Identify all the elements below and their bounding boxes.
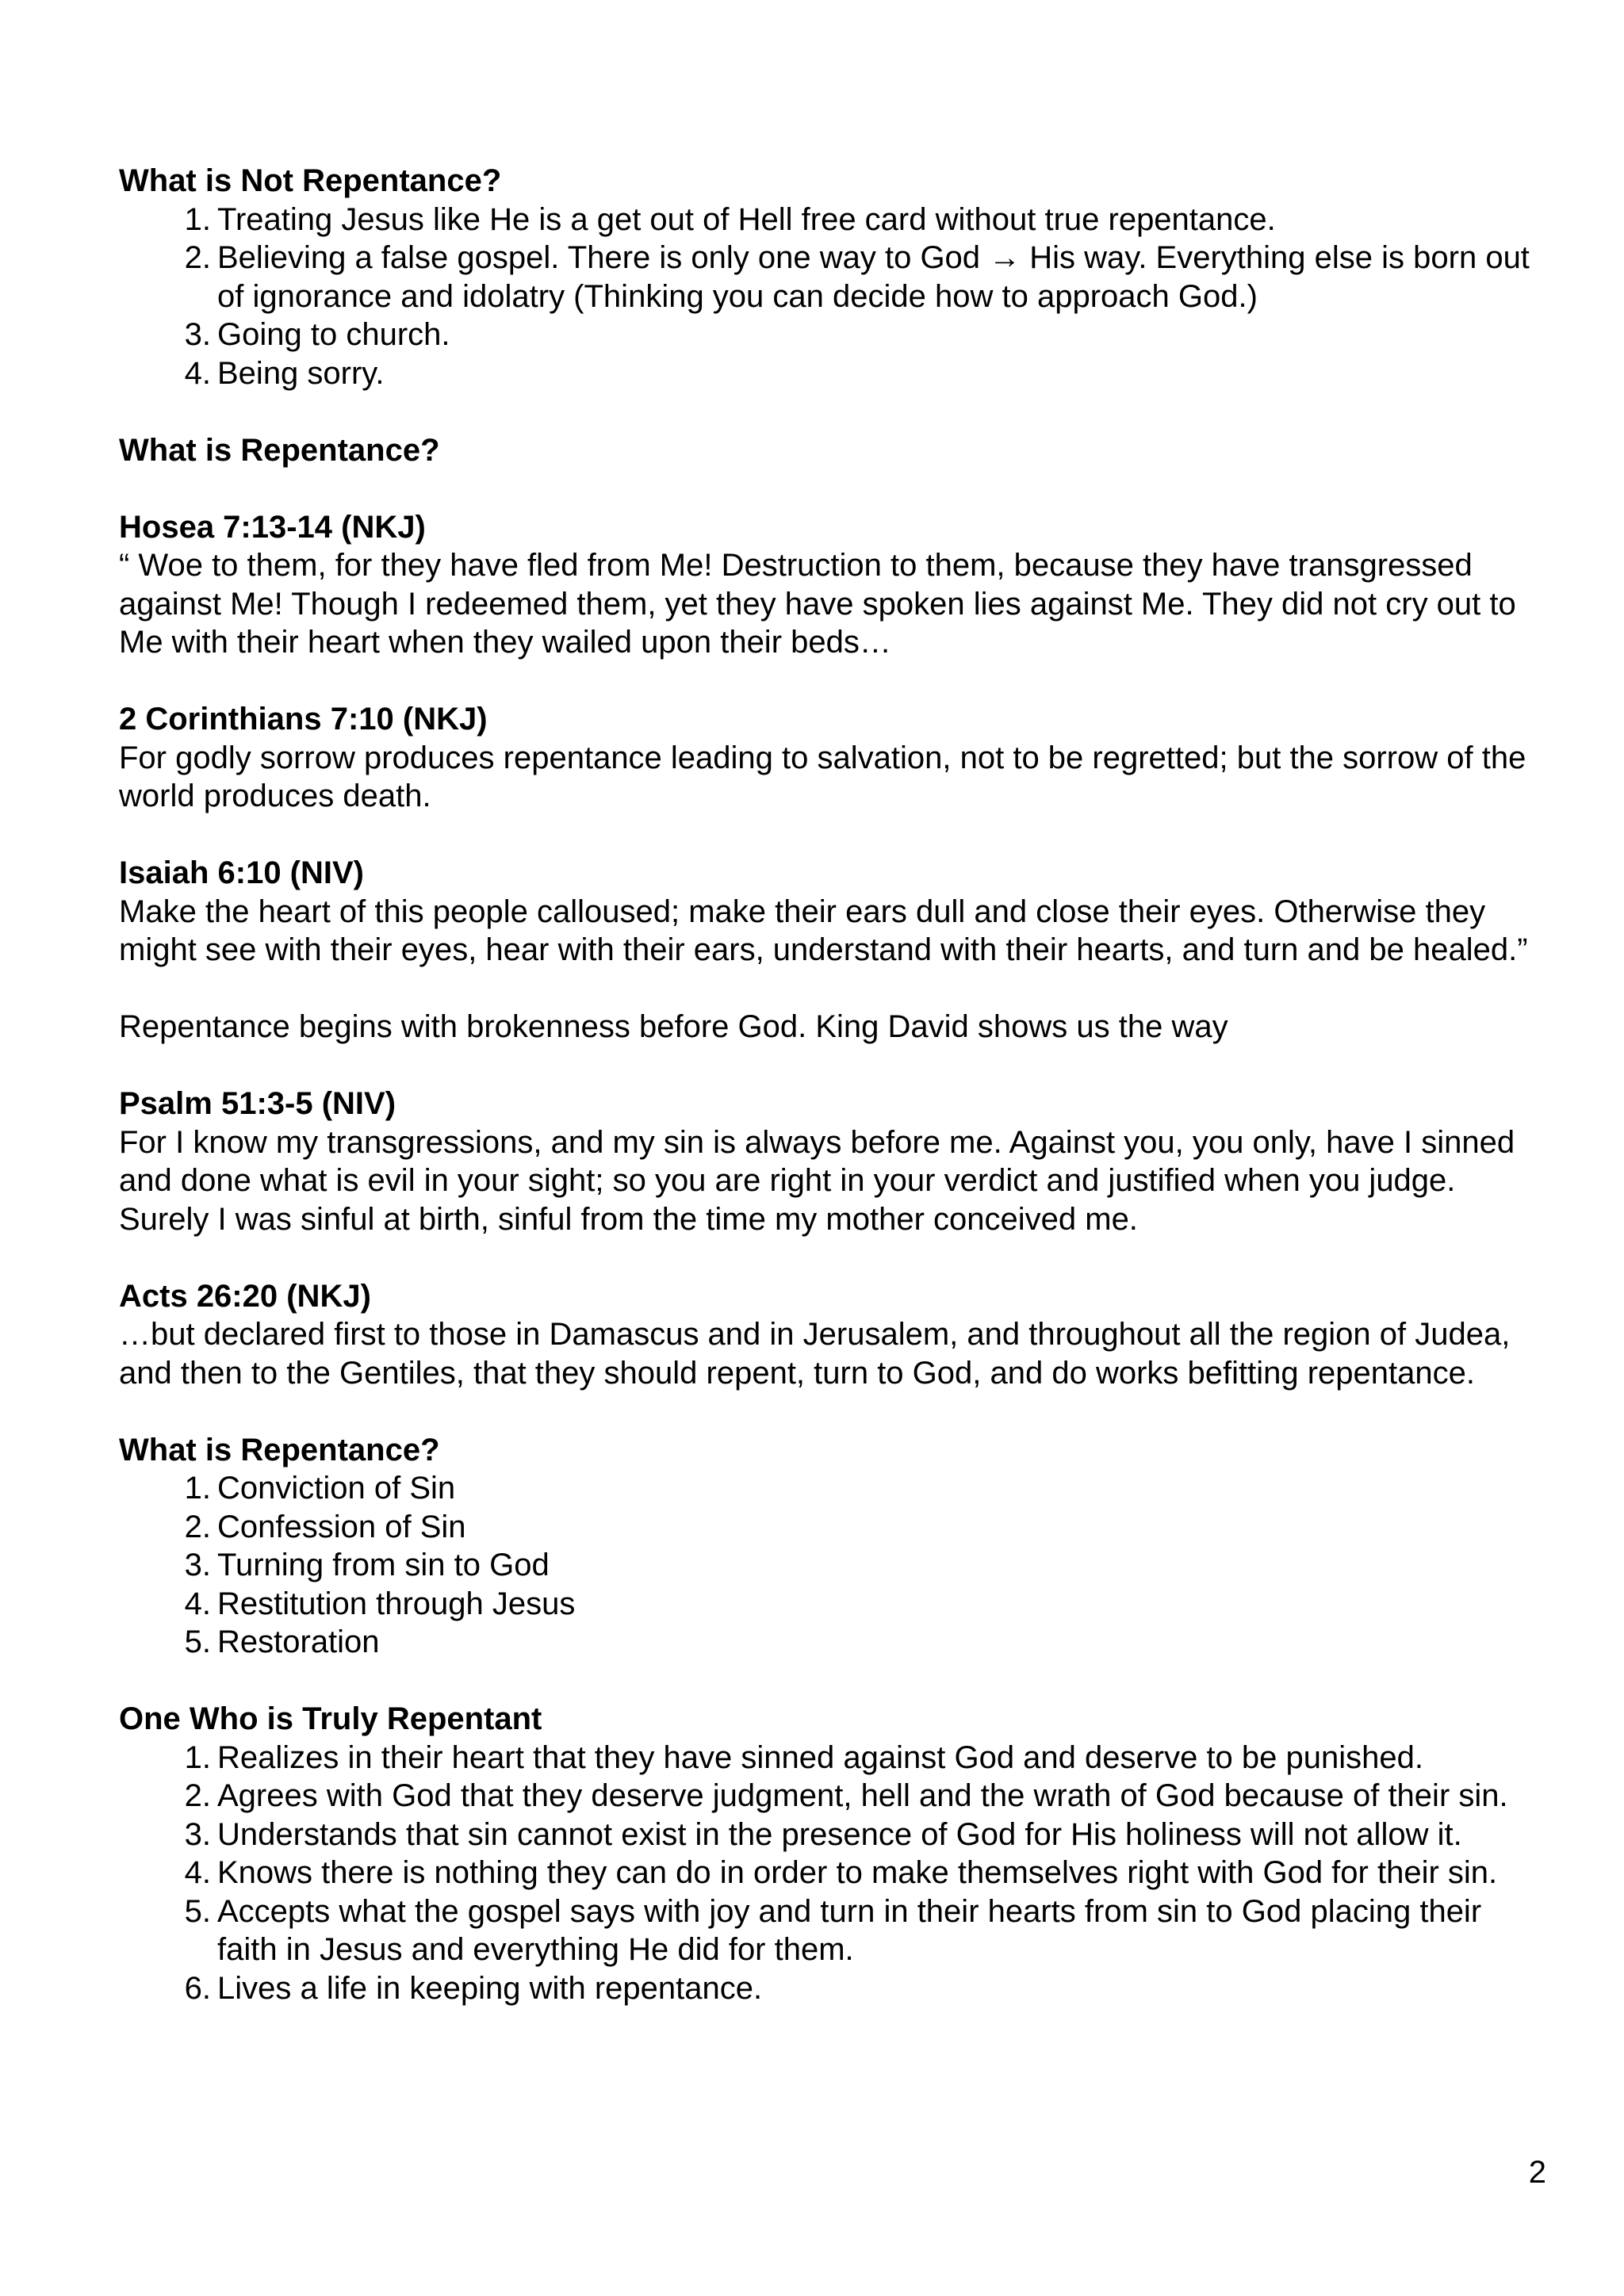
list-item: 2 . Believing a false gospel. There is only one way to God → His way. Everything else is born out of ignorance and idolatry (Thinking you can decide how to approach God.)	[119, 239, 1546, 316]
list-item: 1 . Realizes in their heart that they have sinned against God and deserve to be punished.	[119, 1739, 1546, 1777]
scripture-text-hosea: “ Woe to them, for they have fled from Me! Destruction to them, because they have transgressed against Me! Though I redeemed them, yet they have spoken lies against Me. They did not cry out to Me with their heart when they wailed upon their beds…	[119, 548, 1516, 660]
list-item: 4 . Knows there is nothing they can do in order to make themselves right with God for their sin.	[119, 1854, 1546, 1892]
scripture-text-acts: …but declared first to those in Damascus and in Jerusalem, and throughout all the region of Judea, and then to the Gentiles, that they should repent, turn to God, and do works befitting repentance.	[119, 1317, 1511, 1391]
list-item: 1 . Conviction of Sin	[119, 1469, 1546, 1508]
list-item: 3 . Understands that sin cannot exist in the presence of God for His holiness will not allow it.	[119, 1816, 1546, 1854]
heading-truly-repentant: One Who is Truly Repentant	[119, 1701, 542, 1736]
list-item: 1 . Treating Jesus like He is a get out of Hell free card without true repentance.	[119, 201, 1546, 239]
heading-what-is-repentance: What is Repentance?	[119, 432, 440, 468]
scripture-reference-psalm: Psalm 51:3-5 (NIV)	[119, 1086, 396, 1121]
list-item: 2 . Agrees with God that they deserve judgment, hell and the wrath of God because of their sin.	[119, 1777, 1546, 1816]
list-item: 4 . Restitution through Jesus	[119, 1585, 1546, 1624]
list-item: 3 . Turning from sin to God	[119, 1546, 1546, 1585]
heading-not-repentance: What is Not Repentance?	[119, 163, 502, 198]
truly-repentant-list	[119, 1739, 1546, 2008]
scripture-reference-hosea: Hosea 7:13-14 (NKJ)	[119, 509, 426, 545]
scripture-reference-isaiah: Isaiah 6:10 (NIV)	[119, 855, 365, 890]
list-item: 5 . Restoration	[119, 1623, 1546, 1662]
document-page	[119, 162, 1546, 2007]
scripture-text-isaiah: Make the heart of this people calloused; make their ears dull and close their eyes. Otherwise they might see with their eyes, hear with their ears, understand with their hearts, and turn and be healed.”	[119, 894, 1528, 967]
scripture-text-psalm: For I know my transgressions, and my sin is always before me. Against you, you only, have I sinned and done what is evil in your sight; so you are right in your verdict and justified when you judge. Surely I was sinful at birth, sinful from the time my mother conceived me.	[119, 1124, 1515, 1237]
repentance-steps-list	[119, 1469, 1546, 1662]
brokenness-statement: Repentance begins with brokenness before God. King David shows us the way	[119, 1009, 1228, 1044]
list-item: 5 . Accepts what the gospel says with joy and turn in their hearts from sin to God placing their faith in Jesus and everything He did for them.	[119, 1892, 1546, 1969]
page-number: 2	[1528, 2155, 1546, 2190]
scripture-reference-acts: Acts 26:20 (NKJ)	[119, 1278, 371, 1314]
list-item: 6 . Lives a life in keeping with repentance.	[119, 1969, 1546, 2008]
scripture-reference-corinthians: 2 Corinthians 7:10 (NKJ)	[119, 702, 488, 737]
list-item: 2 . Confession of Sin	[119, 1508, 1546, 1547]
scripture-text-corinthians: For godly sorrow produces repentance leading to salvation, not to be regretted; but the sorrow of the world produces death.	[119, 740, 1526, 813]
list-item: 4 . Being sorry.	[119, 354, 1546, 393]
list-item: 3 . Going to church.	[119, 316, 1546, 354]
not-repentance-list	[119, 201, 1546, 393]
heading-what-is-repentance-steps: What is Repentance?	[119, 1432, 440, 1468]
